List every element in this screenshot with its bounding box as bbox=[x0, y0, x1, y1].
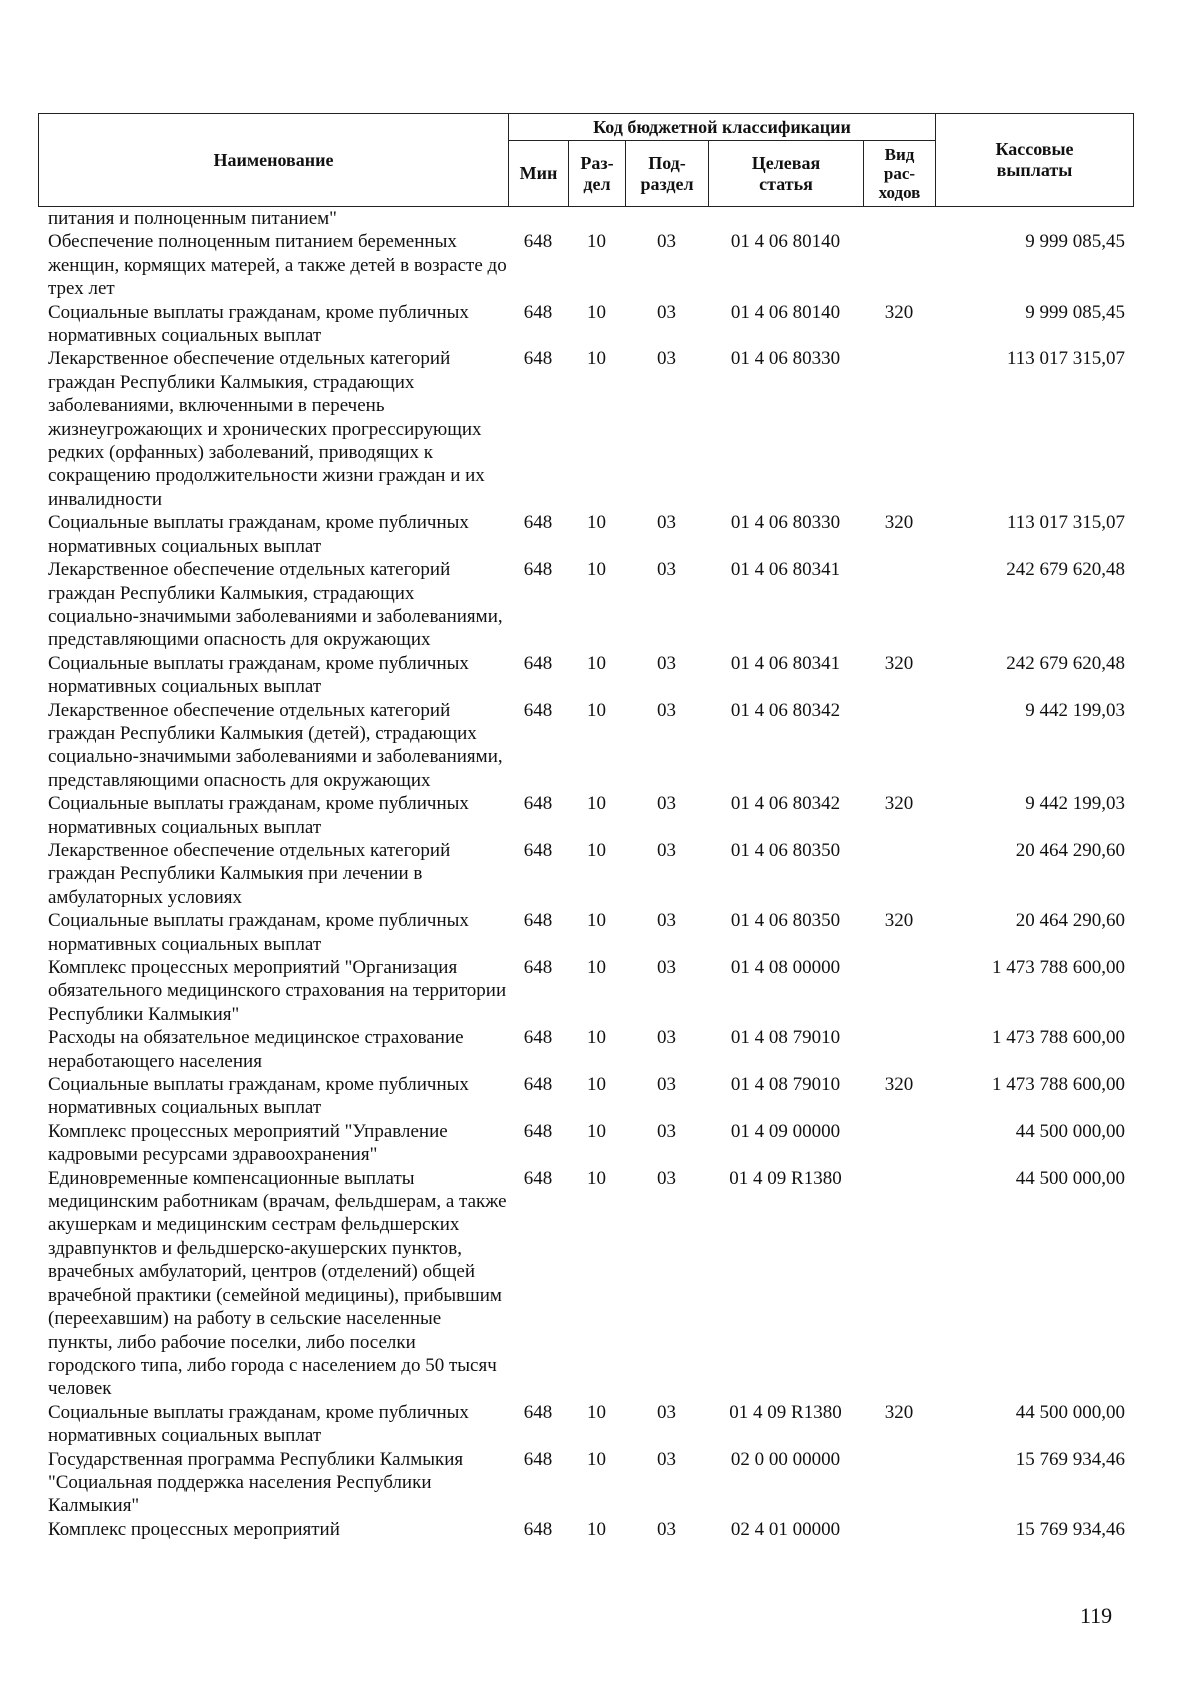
cell-podrazdel: 03 bbox=[657, 348, 676, 370]
table-row bbox=[38, 1120, 1133, 1167]
cell-min: 648 bbox=[523, 1401, 553, 1423]
cell-vid: 320 bbox=[884, 301, 914, 323]
cell-vid: 320 bbox=[884, 652, 914, 674]
cell-razdel: 10 bbox=[587, 793, 606, 815]
cell-podrazdel: 03 bbox=[657, 910, 676, 932]
table-row bbox=[38, 909, 1133, 956]
cell-name: Комплекс процессных мероприятий "Организация обязательного медицинского страхования на территории Республики Калмыкия" bbox=[48, 957, 507, 1025]
cell-podrazdel: 03 bbox=[657, 793, 676, 815]
cell-sum: 9 442 199,03 bbox=[1025, 699, 1125, 721]
cell-name: Лекарственное обеспечение отдельных категорий граждан Республики Калмыкия (детей), страдающих социально-значимыми заболеваниями и заболеваниями, представляющими опасность для окружающих bbox=[48, 699, 503, 791]
header-name: Наименование bbox=[39, 114, 509, 207]
header-group: Код бюджетной классификации bbox=[509, 114, 936, 141]
cell-sum: 20 464 290,60 bbox=[1015, 839, 1125, 861]
cell-sum: 113 017 315,07 bbox=[1006, 348, 1125, 370]
table-row bbox=[38, 839, 1133, 909]
cell-razdel: 10 bbox=[587, 699, 606, 721]
cell-sum: 1 473 788 600,00 bbox=[992, 1027, 1125, 1049]
cell-min: 648 bbox=[523, 231, 553, 253]
cell-sum: 20 464 290,60 bbox=[1015, 910, 1125, 932]
header-razdel: Раз- дел bbox=[569, 141, 626, 207]
cell-sum: 242 679 620,48 bbox=[1006, 652, 1125, 674]
cell-sum: 113 017 315,07 bbox=[1006, 512, 1125, 534]
table-row bbox=[38, 230, 1133, 300]
cell-sum bbox=[935, 207, 1133, 230]
cell-razdel: 10 bbox=[587, 1167, 606, 1189]
cell-name: Социальные выплаты гражданам, кроме публичных нормативных социальных выплат bbox=[48, 1074, 469, 1119]
cell-vid: 320 bbox=[884, 910, 914, 932]
cell-statya: 01 4 06 80140 bbox=[730, 231, 841, 253]
cell-statya: 01 4 08 79010 bbox=[730, 1074, 841, 1096]
cell-razdel: 10 bbox=[587, 1401, 606, 1423]
page-number: 119 bbox=[1080, 1603, 1113, 1628]
cell-name: Лекарственное обеспечение отдельных категорий граждан Республики Калмыкия, страдающих социально-значимыми заболеваниями и заболеваниями, представляющими опасность для окружающих bbox=[48, 559, 503, 651]
cell-statya: 02 0 00 00000 bbox=[730, 1448, 841, 1470]
table-row bbox=[38, 347, 1133, 511]
table-row bbox=[38, 699, 1133, 793]
header-vid: Вид рас- ходов bbox=[864, 141, 936, 207]
cell-sum: 44 500 000,00 bbox=[1015, 1167, 1125, 1189]
cell-statya: 01 4 06 80341 bbox=[730, 559, 841, 581]
cell-razdel: 10 bbox=[587, 839, 606, 861]
cell-statya: 01 4 09 R1380 bbox=[729, 1167, 842, 1189]
cell-sum: 1 473 788 600,00 bbox=[992, 1074, 1125, 1096]
cell-sum: 15 769 934,46 bbox=[1015, 1518, 1125, 1540]
cell-razdel: 10 bbox=[587, 231, 606, 253]
cell-min: 648 bbox=[523, 652, 553, 674]
cell-sum: 9 442 199,03 bbox=[1025, 793, 1125, 815]
cell-name: Социальные выплаты гражданам, кроме публичных нормативных социальных выплат bbox=[48, 910, 469, 955]
header-sum: Кассовые выплаты bbox=[936, 114, 1134, 207]
cell-name: Расходы на обязательное медицинское страхование неработающего населения bbox=[48, 1027, 464, 1072]
cell-vid: 320 bbox=[884, 793, 914, 815]
table-row bbox=[38, 207, 1133, 230]
cell-sum: 1 473 788 600,00 bbox=[992, 957, 1125, 978]
cell-min: 648 bbox=[523, 559, 553, 581]
cell-statya: 01 4 09 00000 bbox=[730, 1120, 841, 1142]
cell-vid bbox=[863, 1518, 935, 1541]
table-row bbox=[38, 1448, 1133, 1518]
cell-statya: 01 4 06 80342 bbox=[730, 793, 841, 815]
cell-podrazdel: 03 bbox=[657, 1027, 676, 1049]
cell-min: 648 bbox=[523, 1448, 553, 1470]
cell-vid bbox=[863, 1026, 935, 1073]
cell-podrazdel: 03 bbox=[657, 559, 676, 581]
cell-podrazdel: 03 bbox=[657, 1074, 676, 1096]
cell-podrazdel: 03 bbox=[657, 1167, 676, 1189]
cell-vid bbox=[863, 1448, 935, 1518]
cell-razdel: 10 bbox=[587, 559, 606, 581]
cell-min: 648 bbox=[523, 1027, 553, 1049]
table-body bbox=[38, 207, 1133, 1541]
cell-statya: 01 4 06 80350 bbox=[730, 910, 841, 932]
table-row bbox=[38, 652, 1133, 699]
cell-statya: 01 4 06 80341 bbox=[730, 652, 841, 674]
cell-podrazdel: 03 bbox=[657, 652, 676, 674]
table-row bbox=[38, 792, 1133, 839]
cell-podrazdel: 03 bbox=[657, 1120, 676, 1142]
cell-name: Комплекс процессных мероприятий "Управление кадровыми ресурсами здравоохранения" bbox=[48, 1120, 448, 1166]
cell-sum: 44 500 000,00 bbox=[1015, 1120, 1125, 1142]
cell-vid: 320 bbox=[884, 1401, 914, 1423]
cell-min: 648 bbox=[523, 957, 553, 978]
table-row bbox=[38, 511, 1133, 558]
cell-razdel: 10 bbox=[587, 1448, 606, 1470]
cell-min: 648 bbox=[523, 1120, 553, 1142]
cell-vid bbox=[863, 956, 935, 1026]
table-row bbox=[38, 1401, 1133, 1448]
table-row bbox=[38, 1073, 1133, 1120]
cell-name: Социальные выплаты гражданам, кроме публичных нормативных социальных выплат bbox=[48, 301, 469, 347]
cell-min: 648 bbox=[523, 512, 553, 534]
table-row bbox=[38, 558, 1133, 652]
cell-name: Социальные выплаты гражданам, кроме публичных нормативных социальных выплат bbox=[48, 793, 469, 838]
cell-sum: 9 999 085,45 bbox=[1025, 231, 1125, 253]
cell-razdel: 10 bbox=[587, 512, 606, 534]
cell-vid bbox=[863, 1167, 935, 1401]
table-row bbox=[38, 1026, 1133, 1073]
cell-vid bbox=[863, 1120, 935, 1167]
cell-min: 648 bbox=[523, 699, 553, 721]
cell-podrazdel bbox=[625, 207, 708, 230]
cell-name: Лекарственное обеспечение отдельных категорий граждан Республики Калмыкия при лечении в амбулаторных условиях bbox=[48, 839, 451, 908]
cell-min: 648 bbox=[523, 839, 553, 861]
cell-vid bbox=[863, 839, 935, 909]
cell-vid: 320 bbox=[884, 512, 914, 534]
cell-podrazdel: 03 bbox=[657, 512, 676, 534]
cell-razdel: 10 bbox=[587, 348, 606, 370]
budget-table bbox=[38, 113, 1133, 1541]
cell-vid bbox=[863, 347, 935, 511]
cell-sum: 44 500 000,00 bbox=[1015, 1401, 1125, 1423]
cell-razdel: 10 bbox=[587, 1027, 606, 1049]
cell-statya: 01 4 06 80330 bbox=[730, 512, 841, 534]
cell-name: Лекарственное обеспечение отдельных категорий граждан Республики Калмыкия, страдающих заболеваниями, включенными в перечень жизнеугрожающих и хронических прогрессирующих редких (орфанных) заболеваний, приводящих к сокращению продолжительности жизни граждан и их инвалидности bbox=[48, 348, 485, 510]
cell-podrazdel: 03 bbox=[657, 1401, 676, 1423]
cell-statya: 01 4 08 79010 bbox=[730, 1027, 841, 1049]
cell-razdel: 10 bbox=[587, 957, 606, 978]
cell-name: Государственная программа Республики Калмыкия "Социальная поддержка населения Республики Калмыкия" bbox=[48, 1448, 464, 1517]
cell-razdel bbox=[568, 207, 625, 230]
cell-podrazdel: 03 bbox=[657, 957, 676, 978]
cell-name: Обеспечение полноценным питанием беременных женщин, кормящих матерей, а также детей в возрасте до трех лет bbox=[48, 231, 507, 300]
cell-vid bbox=[863, 699, 935, 793]
cell-podrazdel: 03 bbox=[657, 231, 676, 253]
cell-statya: 01 4 09 R1380 bbox=[729, 1401, 842, 1423]
cell-name: Социальные выплаты гражданам, кроме публичных нормативных социальных выплат bbox=[48, 652, 469, 698]
cell-min: 648 bbox=[523, 910, 553, 932]
header-min: Мин bbox=[509, 141, 569, 207]
cell-min: 648 bbox=[523, 1518, 553, 1540]
cell-name: Комплекс процессных мероприятий bbox=[48, 1518, 340, 1540]
cell-sum: 242 679 620,48 bbox=[1006, 559, 1125, 581]
cell-vid bbox=[863, 230, 935, 300]
cell-razdel: 10 bbox=[587, 1518, 606, 1540]
table-row bbox=[38, 1167, 1133, 1401]
table-row bbox=[38, 1518, 1133, 1541]
cell-statya: 01 4 06 80330 bbox=[730, 348, 841, 370]
header-statya: Целевая статья bbox=[709, 141, 864, 207]
cell-podrazdel: 03 bbox=[657, 839, 676, 861]
cell-name: Социальные выплаты гражданам, кроме публичных нормативных социальных выплат bbox=[48, 512, 469, 557]
cell-podrazdel: 03 bbox=[657, 1448, 676, 1470]
cell-razdel: 10 bbox=[587, 1074, 606, 1096]
cell-vid bbox=[863, 558, 935, 652]
table-row bbox=[38, 301, 1133, 348]
cell-name: питания и полноценным питанием" bbox=[48, 208, 337, 229]
table-row bbox=[38, 956, 1133, 1026]
cell-statya: 01 4 06 80350 bbox=[730, 839, 841, 861]
cell-razdel: 10 bbox=[587, 910, 606, 932]
cell-min: 648 bbox=[523, 1074, 553, 1096]
cell-statya: 02 4 01 00000 bbox=[730, 1518, 841, 1540]
cell-statya bbox=[708, 207, 863, 230]
cell-vid: 320 bbox=[884, 1074, 914, 1096]
cell-razdel: 10 bbox=[587, 1120, 606, 1142]
cell-statya: 01 4 08 00000 bbox=[730, 957, 841, 978]
cell-name: Единовременные компенсационные выплаты медицинским работникам (врачам, фельдшерам, а также акушеркам и медицинским сестрам фельдшерских здравпунктов и фельдшерско-акушерских пунктов, врачебных амбулаторий, центров (отделений) общей врачебной практики (семейной медицины), прибывшим (переехавшим) на работу в сельские населенные пункты, либо рабочие поселки, либо поселки городского типа, либо города с населением до 50 тысяч человек bbox=[48, 1167, 507, 1400]
table-header bbox=[38, 113, 1134, 207]
cell-min: 648 bbox=[523, 793, 553, 815]
cell-razdel: 10 bbox=[587, 301, 606, 323]
cell-vid bbox=[863, 207, 935, 230]
cell-statya: 01 4 06 80140 bbox=[730, 301, 841, 323]
cell-sum: 9 999 085,45 bbox=[1025, 301, 1125, 323]
header-podrazdel: Под- раздел bbox=[626, 141, 709, 207]
cell-podrazdel: 03 bbox=[657, 1518, 676, 1540]
cell-razdel: 10 bbox=[587, 652, 606, 674]
cell-podrazdel: 03 bbox=[657, 699, 676, 721]
cell-min bbox=[508, 207, 568, 230]
cell-podrazdel: 03 bbox=[657, 301, 676, 323]
cell-sum: 15 769 934,46 bbox=[1015, 1448, 1125, 1470]
cell-min: 648 bbox=[523, 348, 553, 370]
cell-min: 648 bbox=[523, 301, 553, 323]
cell-statya: 01 4 06 80342 bbox=[730, 699, 841, 721]
cell-name: Социальные выплаты гражданам, кроме публичных нормативных социальных выплат bbox=[48, 1401, 469, 1447]
cell-min: 648 bbox=[523, 1167, 553, 1189]
